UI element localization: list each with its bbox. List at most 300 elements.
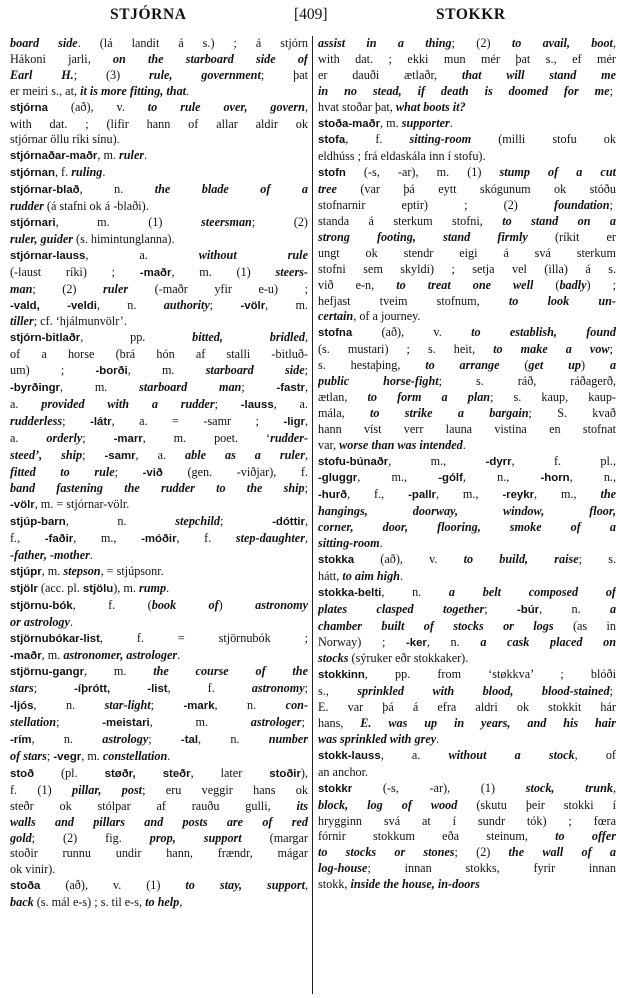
entry-line [318, 132, 616, 149]
text: (s. mál e-s) ; s. til e-s, [33, 895, 146, 910]
text: . [144, 148, 148, 163]
text: , a. [273, 396, 308, 411]
text: E. var þá á efra aldri ok stokkit hár [318, 700, 616, 715]
headword: -marr [113, 432, 143, 445]
headword: -völr [240, 299, 266, 312]
text: , [612, 780, 616, 795]
text: stjórnar öllu ríki sínu). [10, 132, 120, 147]
text: , of a journey. [353, 309, 421, 324]
text: a. [10, 396, 42, 411]
gloss: astronomy [251, 681, 305, 696]
gloss: tiller [10, 314, 34, 329]
entry-line [10, 581, 308, 598]
text: , n. [214, 698, 286, 713]
text: ; [33, 681, 75, 696]
entry-line [10, 100, 308, 117]
text: ; (2) [451, 36, 512, 50]
text: um) ; [10, 363, 96, 378]
text: , a. [135, 447, 186, 462]
entry-line [318, 214, 616, 230]
gloss: of stars [10, 748, 47, 763]
gloss: foundation [554, 198, 610, 213]
text: ; [219, 514, 273, 529]
gloss: to aim high [342, 568, 400, 583]
headword: -maðr [139, 266, 172, 279]
entry-line [10, 749, 308, 766]
entry-line [10, 199, 308, 215]
entry-line [318, 198, 616, 214]
text: hrygginn svá at í sundr tók) ; fœra [318, 813, 616, 828]
text: standa á sterkum stofni, [318, 213, 503, 228]
gloss: walls and pillars and posts are of red [10, 814, 308, 829]
gloss: rudderless [10, 413, 63, 428]
headword: -meistari [102, 717, 150, 730]
gloss: what boots it? [395, 99, 466, 114]
gloss: step-daughter [235, 531, 305, 546]
entry-line [318, 309, 616, 325]
gloss: stump of a cut [499, 165, 616, 180]
entry-line [318, 829, 616, 845]
text: ; þat [260, 67, 308, 82]
gloss: number [268, 732, 308, 747]
headword: stofa [318, 134, 346, 147]
text: , m., [435, 487, 503, 502]
entry-line [10, 117, 308, 133]
header-left-headword: STJÓRNA [110, 6, 187, 23]
gloss: astronomy [255, 597, 308, 612]
headword: -rím [10, 734, 32, 747]
entry-line [318, 845, 616, 861]
text: , f. [167, 681, 252, 696]
gloss: badly [559, 277, 587, 292]
gloss: rule, government [149, 67, 261, 82]
gloss: ruler, guider [10, 231, 73, 246]
text: ; (2) [32, 281, 104, 296]
headword: stoðir [269, 767, 301, 780]
gloss: to stocks or stones [318, 845, 455, 860]
entry-line [10, 165, 308, 182]
text: a. [10, 430, 47, 445]
text: , n. [96, 297, 164, 312]
text: , f. ( [72, 597, 152, 612]
text: (-maðr yfir e-u) ; [128, 281, 308, 296]
entry-line [318, 765, 616, 781]
text: ok vinir). [10, 862, 56, 877]
entry-line [10, 414, 308, 431]
gloss: a [609, 601, 616, 616]
headword: stjórna [10, 101, 48, 114]
text: . [462, 437, 466, 452]
gloss: sitting-room [409, 132, 472, 147]
text: er dauði ætlaðr, [318, 67, 462, 82]
headword: stokka [318, 554, 355, 566]
entry-line [318, 651, 616, 667]
text: (á stafni ok á -blaði). [43, 199, 149, 214]
text: ; cf. ‘hjálmunvölr’. [33, 314, 127, 329]
gloss: steersman [201, 214, 252, 229]
entry-line [318, 716, 616, 732]
text: hefjast tveim stofnum, [318, 293, 509, 308]
text: , [304, 447, 308, 462]
entry-line [318, 294, 616, 310]
entry-line [318, 230, 616, 246]
text: , [304, 99, 308, 114]
entry-line [10, 698, 308, 715]
text: , m. (1) [171, 264, 276, 279]
text: ; [82, 447, 105, 462]
entry-line [318, 635, 616, 652]
gloss: astronomer, astrologer [63, 647, 178, 662]
text: , f., [347, 487, 409, 502]
headword: -reykr [502, 489, 535, 502]
text: (að), v. [354, 552, 464, 566]
entry-line [10, 68, 308, 84]
entry-line [318, 374, 616, 390]
headword: stokk-lauss [318, 749, 381, 762]
gloss: constellation [102, 748, 168, 763]
gloss: block, log of wood [318, 797, 458, 812]
text: ; [56, 715, 103, 730]
text: (skutu þeir stokki í [457, 797, 616, 812]
headword: stofn [318, 167, 346, 180]
gloss: the [600, 487, 616, 502]
gloss: stellation [10, 715, 57, 730]
headword: -íþrótt, -list [74, 683, 168, 696]
gloss: without a stock [448, 747, 575, 762]
text: var, [318, 437, 340, 452]
text: , m. [380, 115, 402, 130]
gloss: without rule [198, 247, 308, 262]
entry-line [318, 149, 616, 165]
text: ; [150, 698, 184, 713]
entry-line [318, 732, 616, 748]
entry-line [10, 148, 308, 165]
gloss: worse than was intended [339, 437, 463, 452]
text: stofni sem skyldi) ; setja vel (illa) á s. [318, 261, 616, 276]
entry-line [10, 732, 308, 749]
text: (gen. -viðjar), f. [162, 464, 308, 479]
gloss: was sprinkled with grey [318, 731, 437, 746]
gloss: stepchild [175, 514, 220, 529]
entry-line [10, 465, 308, 482]
entry-line [318, 182, 616, 198]
headword: stoða-maðr [318, 117, 381, 130]
text: ; [304, 481, 308, 496]
gloss: star-light [104, 698, 151, 713]
entry-line [318, 325, 616, 342]
text: , n. [79, 182, 155, 197]
text: (pl. [34, 765, 105, 780]
entry-line [10, 799, 308, 815]
text: hans, [318, 716, 361, 731]
headword: -vegr [53, 750, 82, 763]
entry-line [10, 182, 308, 199]
text: , m. (1) [55, 214, 202, 229]
gloss: pillar, post [71, 782, 143, 797]
text: s. hestaþing, [318, 358, 426, 373]
entry-line [10, 815, 308, 831]
gloss: log-house [318, 861, 368, 876]
entry-line [318, 84, 616, 100]
text: hvat stoðar þat, [318, 99, 396, 114]
entry-line [10, 330, 308, 347]
headword: stjúp-barn [10, 516, 66, 529]
gloss: assist in a thing [318, 36, 452, 50]
text: ; [214, 396, 241, 411]
entry-line [10, 431, 308, 448]
entry-line [318, 358, 616, 374]
gloss: sitting-room [318, 536, 380, 551]
gloss: rudder- [270, 430, 308, 445]
entry-line [10, 598, 308, 615]
gloss: bitted, bridled [192, 330, 305, 345]
headword: -vald, -veldi [10, 299, 97, 312]
text: , n. [539, 601, 610, 616]
entry-line [318, 602, 616, 619]
entry-line [10, 314, 308, 330]
headword: stokkr [318, 782, 353, 795]
entry-line [10, 664, 308, 681]
headword: stjúpr [10, 566, 42, 578]
gloss: band fastening the rudder to the ship [10, 481, 305, 496]
gloss: stars [10, 681, 34, 696]
gloss: to establish, found [471, 325, 616, 340]
text: , f. [54, 165, 72, 180]
entry-line [10, 631, 308, 648]
gloss: authority [163, 297, 210, 312]
headword: stjörnu-gangr [10, 666, 85, 679]
gloss: strong footing, stand firmly [318, 229, 528, 244]
gloss: stepson [63, 564, 101, 578]
text: ; s. kaup, kaup- [490, 389, 616, 404]
entry-line [10, 648, 308, 665]
text: ), m. [113, 580, 139, 595]
headword: stjórnan [10, 167, 55, 180]
gloss: chamber built of stocks or logs [318, 618, 554, 633]
text: f. (1) [10, 782, 72, 797]
entry-line [10, 380, 308, 397]
text: (ríkit er [527, 229, 616, 244]
text: , f. pl., [511, 453, 616, 468]
text: (-s, -ar), m. (1) [345, 165, 500, 180]
text: ; [609, 342, 616, 357]
entry-line [318, 422, 616, 438]
entry-line [318, 814, 616, 830]
text: við e-n, [318, 277, 397, 292]
gloss: to avail, boot [511, 36, 613, 50]
gloss: to look un- [508, 293, 616, 308]
gloss: corner, door, flooring, smoke of a [318, 520, 616, 535]
text: , [179, 895, 183, 910]
headword: -lauss [240, 398, 274, 411]
gloss: E. was up in years, and his hair [360, 716, 616, 731]
gloss: ruling [71, 165, 103, 180]
headword: stjórnaðar-maðr [10, 150, 98, 163]
text: f., [10, 531, 45, 546]
text: . [166, 580, 170, 595]
text: (að), v. [352, 325, 472, 340]
text: eldhúss ; frá eldaskála inn í stofu). [318, 149, 486, 164]
gloss: fitted to rule [10, 464, 115, 479]
text: ; [46, 748, 54, 763]
gloss: in no stead, if death is doomed for me [318, 83, 610, 98]
headword: -ker [405, 636, 427, 649]
text: , m. [41, 647, 64, 662]
gloss: to rule over, govern [147, 99, 305, 114]
headword: -borði [95, 365, 128, 378]
entry-line [318, 552, 616, 569]
text: ; eru veggir hans ok [142, 782, 308, 797]
text: ; [304, 681, 308, 696]
gloss: rudder [10, 199, 44, 214]
text: (að), v. (1) [40, 878, 186, 893]
text: , = stjúpsonr. [100, 564, 164, 578]
text: ; innan stokks, fyrir innan [367, 861, 616, 876]
text: ungt ok stendr eigi á svá sterkum [318, 245, 616, 260]
entry-line [10, 862, 308, 878]
entry-line [10, 497, 308, 514]
entry-line [318, 36, 616, 52]
text: , n., [569, 470, 616, 485]
text: with dat. ; ekki mun mér þat s., ef mér [318, 51, 616, 66]
entry-line [318, 619, 616, 635]
text: ; [609, 684, 616, 699]
entry-line [10, 615, 308, 631]
gloss: ruler [119, 148, 145, 163]
text: , m. [149, 715, 251, 730]
text: , n. [33, 698, 105, 713]
entry-line [10, 232, 308, 248]
headword: -við [142, 466, 163, 479]
text: ), [300, 765, 308, 780]
text: ; [301, 715, 308, 730]
text: steðr ok stólpar af rauðu gulli, [10, 798, 297, 813]
headword: stoð [10, 767, 35, 780]
entry-line [10, 84, 308, 100]
entry-line [318, 52, 616, 68]
gloss: to help [145, 895, 180, 910]
headword: -móðir [141, 533, 177, 546]
headword: -dóttir [272, 516, 305, 529]
text: ( [533, 277, 560, 292]
headword: -ljós [10, 700, 34, 713]
gloss: or astrology [10, 614, 70, 629]
entry-line [318, 342, 616, 358]
entry-line [318, 536, 616, 552]
entry-line [10, 895, 308, 911]
text: , n. [65, 514, 176, 529]
gloss: to form a plan [367, 389, 491, 404]
gloss: board side [10, 36, 78, 50]
gloss: a cask placed on [480, 634, 616, 649]
entry-line [10, 548, 308, 564]
entry-line [10, 347, 308, 363]
headword: -látr [90, 415, 112, 428]
gloss: to treat one well [396, 277, 534, 292]
text: , pp. from ‘støkkva’ ; blóði [364, 667, 616, 682]
gloss: public horse-fight [318, 374, 439, 389]
entry-line [318, 667, 616, 684]
right-column [318, 36, 616, 996]
text: . [177, 647, 181, 662]
headword: stokka-belti [318, 586, 382, 599]
entry-line [318, 246, 616, 262]
gloss: the blade of a [154, 182, 308, 197]
entry-line [318, 100, 616, 116]
text: an anchor. [318, 764, 369, 779]
text: ( [499, 358, 529, 373]
gloss: get up [528, 358, 582, 373]
entry-line [318, 520, 616, 536]
gloss: book of [151, 597, 219, 612]
text: , n. [198, 732, 269, 747]
entry-line [10, 265, 308, 282]
entry-line [318, 116, 616, 133]
text: (as in [553, 618, 616, 633]
text: , n., [462, 470, 541, 485]
text: , [304, 878, 308, 893]
text: ; [609, 83, 616, 98]
headword: stjölr [10, 582, 38, 595]
entry-line [318, 798, 616, 814]
gloss: its [296, 798, 308, 813]
text: , m. [127, 363, 206, 378]
text: (acc. pl. [37, 580, 83, 595]
entry-line [10, 298, 308, 315]
entry-line [10, 248, 308, 265]
left-column [10, 36, 308, 996]
entry-line [10, 766, 308, 783]
headword: -dyrr [485, 455, 512, 468]
text: . [186, 83, 190, 98]
text: ) [218, 597, 256, 612]
gloss: a [609, 358, 616, 373]
text: ; [114, 464, 143, 479]
headword: -mark [183, 700, 215, 713]
entry-line [318, 748, 616, 765]
headword: stjörnubókar-list [10, 632, 100, 645]
headword: stjórnar-lauss [10, 249, 86, 262]
text: , m., [357, 470, 439, 485]
gloss: stock, trunk [525, 780, 613, 795]
entry-line [10, 681, 308, 698]
text: Norway) ; [318, 634, 406, 649]
headword: stjörnu-bók [10, 599, 73, 612]
page-header [10, 6, 615, 28]
text: Hákoni jarli, [10, 51, 113, 66]
gloss: to arrange [425, 358, 500, 373]
entry-line [10, 448, 308, 465]
gloss: able as a ruler [185, 447, 305, 462]
text: , m. [265, 297, 308, 312]
gloss: to stay, support [185, 878, 305, 893]
headword: støðr, steðr [104, 767, 191, 780]
entry-line [318, 390, 616, 406]
text: , later [190, 765, 270, 780]
text: , m. [60, 380, 140, 395]
text: , f. [345, 132, 410, 147]
text: (milli stofu ok [471, 132, 616, 147]
gloss: -father, -mother [10, 548, 90, 563]
headword: stjórnar-blað [10, 184, 80, 197]
text: ; (3) [73, 67, 150, 82]
headword: -byrðingr [10, 382, 60, 395]
entry-line [10, 878, 308, 895]
text: ; [241, 380, 277, 395]
text: of a horse (brá hón af stalli -bitluð- [10, 347, 308, 362]
entry-line [318, 504, 616, 520]
text: (-laust ríki) ; [10, 264, 140, 279]
